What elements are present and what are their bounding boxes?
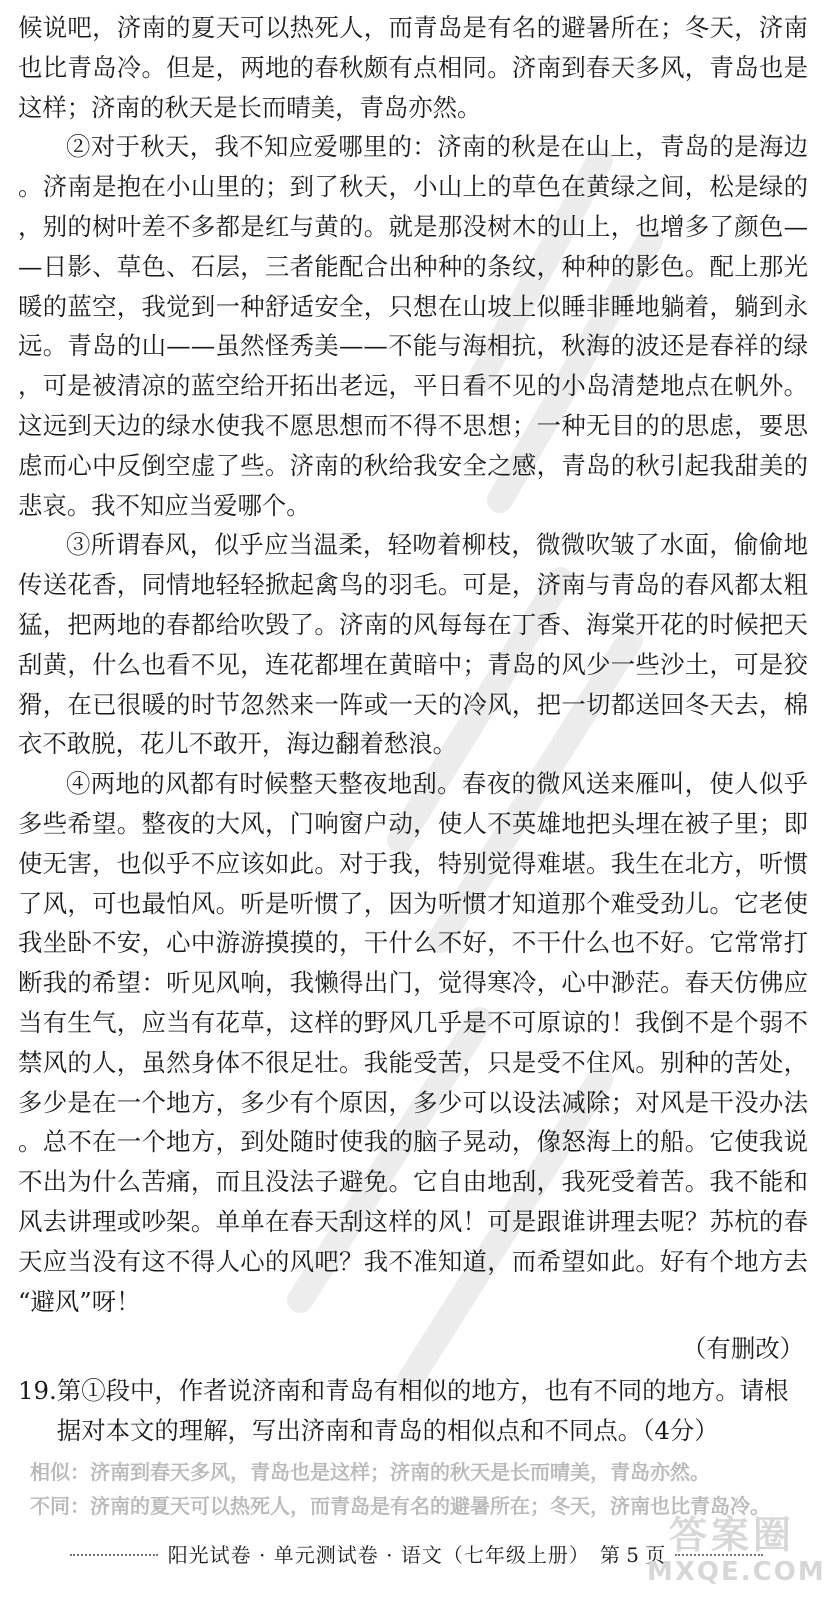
passage-paragraph-3: ③所谓春风，似乎应当温柔，轻吻着柳枝，微微吹皱了水面，偷偷地传送花香，同情地轻轻掀起禽鸟的羽毛。可是，济南与青岛的春风都太粗猛，把两地的春都给吹毁了。济南的风每每在丁香、海棠开花的时候把天刮黄，什么也看不见，连花都埋在黄暗中；青岛的风少一些沙土，可是狡猾，在已很暖的时节忽然来一阵或一天的冷风，把一切都送回冬天去，棉衣不敢脱，花儿不敢开，海边翻着愁浪。 xyxy=(18,530,808,759)
footer-page-number: 第 5 页 xyxy=(599,1542,666,1567)
passage-paragraph-2: ②对于秋天，我不知应爱哪里的：济南的秋是在山上，青岛的是海边。济南是抱在小山里的；到了秋天，小山上的草色在黄绿之间，松是绿的，别的树叶差不多都是红与黄的。就是那没树木的山上，也增多了颜色——日影、草色、石层，三者能配合出种种的条纹，种种的影色。配上那光暖的蓝空，我觉到一种舒适安全，只想在山坡上似睡非睡地躺着，躺到永远。青岛的山——虽然怪秀美——不能与海相抗，秋海的波还是春祥的绿，可是被清凉的蓝空给开拓出老远，平日看不见的小岛清楚地点在帆外。这远到天边的绿水使我不愿思想而不得不思想；一种无目的的思虑，要思虑而心中反倒空虚了些。济南的秋给我安全之感，青岛的秋引起我甜美的悲哀。我不知应当爱哪个。 xyxy=(18,132,808,520)
passage-content xyxy=(18,8,808,1523)
source-note: （有删改） xyxy=(682,1334,804,1364)
question-number: 19. xyxy=(18,1376,57,1406)
answer-similar: 相似：济南到春天多风，青岛也是这样；济南的秋天是长而晴美，青岛亦然。 xyxy=(30,1459,710,1484)
logo-text: 答案圈 xyxy=(668,1513,795,1557)
footer-dotted-rule xyxy=(70,1554,158,1556)
passage-paragraph-4: ④两地的风都有时候整天整夜地刮。春夜的微风送来雁叫，使人似乎多些希望。整夜的大风，门响窗户动，使人不英雄地把头埋在被子里；即使无害，也似乎不应该如此。对于我，特别觉得难堪。我生在北方，听惯了风，可也最怕风。听是听惯了，因为听惯才知道那个难受劲儿。它老使我坐卧不安，心中游游摸摸的，干什么不好，不干什么也不好。它常常打断我的希望：听见风响，我懒得出门，觉得寒冷，心中渺茫。春天仿佛应当有生气，应当有花草，这样的野风几乎是不可原谅的！我倒不是个弱不禁风的人，虽然身体不很足壮。我能受苦，只是受不住风。别种的苦处，多少是在一个地方，多少有个原因，多少可以设法减除；对风是干没办法。总不在一个地方，到处随时使我的脑子晃动，像怒海上的船。它使我说不出为什么苦痛，而且没法子避免。它自由地刮，我死受着苦。我不能和风去讲理或吵架。单单在春天刮这样的风！可是跟谁讲理去呢？苏杭的春天应当没有这不得人心的风吧？我不准知道，而希望如此。好有个地方去“避风”呀！ xyxy=(18,769,808,1316)
site-logo xyxy=(647,1512,826,1592)
question-19 xyxy=(18,1371,808,1451)
logo-url: MXQE.COM xyxy=(647,1557,826,1587)
answer-different: 不同：济南的夏天可以热死人，而青岛是有名的避暑所在；冬天，济南也比青岛冷。 xyxy=(30,1493,770,1518)
question-text: 第①段中，作者说济南和青岛有相似的地方，也有不同的地方。请根据对本文的理解，写出济南和青岛的相似点和不同点。（4分） xyxy=(56,1376,789,1445)
footer-title: 阳光试卷 · 单元测试卷 · 语文（七年级上册） xyxy=(167,1542,590,1567)
passage-paragraph-intro: 候说吧，济南的夏天可以热死人，而青岛是有名的避暑所在；冬天，济南也比青岛冷。但是，两地的春秋颇有点相同。济南到春天多风，青岛也是这样；济南的秋天是长而晴美，青岛亦然。 xyxy=(18,13,808,122)
